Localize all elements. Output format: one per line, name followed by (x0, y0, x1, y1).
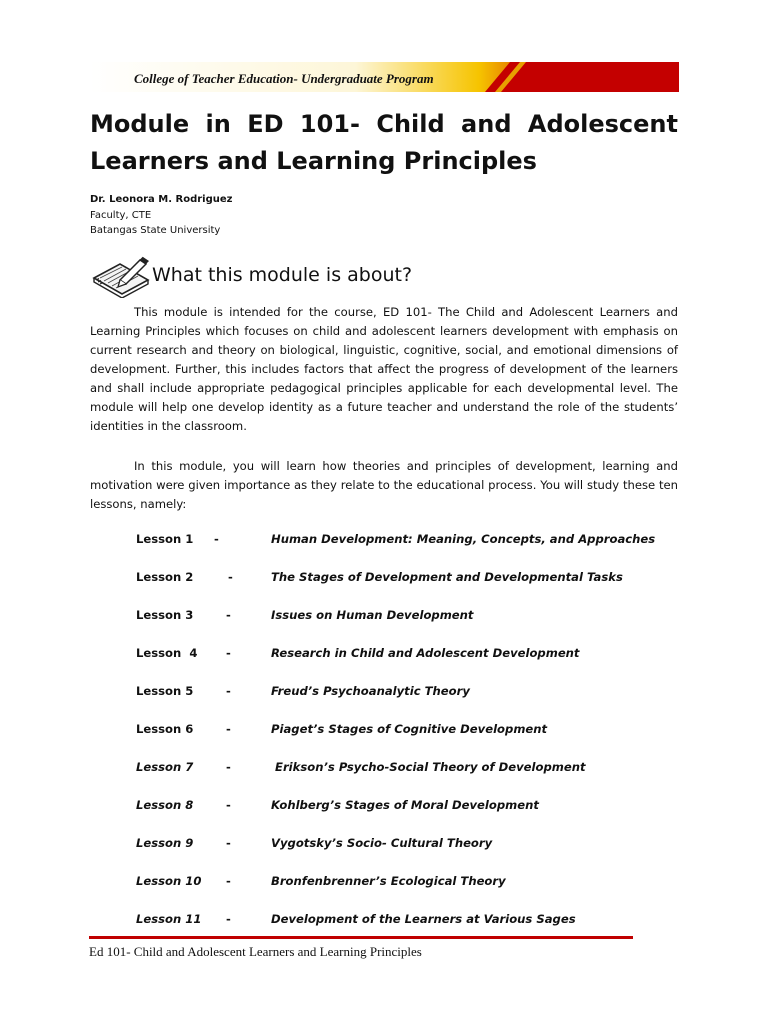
notebook-pencil-icon (90, 254, 152, 298)
footer-divider (89, 936, 633, 939)
lesson-row (0, 608, 768, 628)
lesson-dash: - (228, 570, 233, 584)
lesson-number: Lesson 6 (136, 722, 194, 736)
author-block (90, 192, 232, 239)
lesson-number: Lesson 3 (136, 608, 194, 622)
lesson-row (0, 874, 768, 894)
lesson-row (0, 722, 768, 742)
lesson-title: Bronfenbrenner’s Ecological Theory (271, 874, 506, 888)
lesson-title: Development of the Learners at Various Sages (271, 912, 576, 926)
lesson-dash: - (226, 798, 231, 812)
lesson-title: Kohlberg’s Stages of Moral Development (271, 798, 539, 812)
lesson-row (0, 532, 768, 552)
author-position: Faculty, CTE (90, 209, 152, 221)
footer-title: Ed 101- Child and Adolescent Learners and Learning Principles (89, 944, 422, 959)
lesson-title: The Stages of Development and Developmental Tasks (271, 570, 623, 584)
lesson-title: Issues on Human Development (271, 608, 474, 622)
lesson-title: Freud’s Psychoanalytic Theory (271, 684, 470, 698)
lesson-title: Vygotsky’s Socio- Cultural Theory (271, 836, 493, 850)
lesson-row (0, 798, 768, 818)
lesson-dash: - (226, 760, 231, 774)
lesson-dash: - (226, 646, 231, 660)
lesson-title: Human Development: Meaning, Concepts, and Approaches (271, 532, 656, 546)
lesson-dash: - (226, 836, 231, 850)
intro-paragraph-text: This module is intended for the course, ED 101- The Child and Adolescent Learners and Learning Principles which focuses on child and adolescent learners development with emphasis on current research and theory on biological, linguistic, cognitive, social, and emotional dimensions of development. Further, this includes factors that affect the progress of development of the learners and shall include appropriate pedagogical principles applicable for each developmental level. The module will help one develop identity as a future teacher and understand the role of the students’ identities in the classroom. (90, 305, 678, 433)
lesson-title: Research in Child and Adolescent Development (271, 646, 580, 660)
lesson-number: Lesson 2 (136, 570, 194, 584)
lesson-dash: - (226, 684, 231, 698)
lesson-row (0, 684, 768, 704)
lesson-dash: - (226, 912, 231, 926)
lesson-row (0, 836, 768, 856)
lesson-row (0, 570, 768, 590)
header-band (90, 62, 679, 92)
lesson-dash: - (226, 874, 231, 888)
intro-paragraph (90, 303, 678, 436)
lesson-number: Lesson 5 (136, 684, 194, 698)
lesson-number: Lesson 11 (136, 912, 202, 926)
lesson-dash: - (226, 722, 231, 736)
lesson-number: Lesson 7 (136, 760, 194, 774)
lesson-dash: - (214, 532, 219, 546)
lesson-number: Lesson 8 (136, 798, 194, 812)
overview-paragraph-text: In this module, you will learn how theories and principles of development, learning and motivation were given importance as they relate to the educational process. You will study these ten lessons, namely: (90, 459, 678, 511)
lesson-title: Erikson’s Psycho-Social Theory of Development (271, 760, 586, 774)
lesson-title: Piaget’s Stages of Cognitive Development (271, 722, 548, 736)
section-title: What this module is about? (152, 264, 413, 286)
author-name: Dr. Leonora M. Rodriguez (90, 194, 233, 205)
lesson-number: Lesson 1 (136, 532, 194, 546)
lesson-number: Lesson 4 (136, 646, 198, 660)
lesson-row (0, 646, 768, 666)
program-header: College of Teacher Education- Undergraduate Program (134, 71, 434, 86)
lesson-number: Lesson 10 (136, 874, 202, 888)
overview-paragraph (90, 457, 678, 514)
author-institution: Batangas State University (90, 225, 221, 236)
lesson-number: Lesson 9 (136, 836, 194, 850)
lesson-dash: - (226, 608, 231, 622)
lesson-row (0, 912, 768, 932)
lesson-row (0, 760, 768, 780)
module-title: Module in ED 101- Child and Adolescent Learners and Learning Principles (90, 110, 678, 175)
